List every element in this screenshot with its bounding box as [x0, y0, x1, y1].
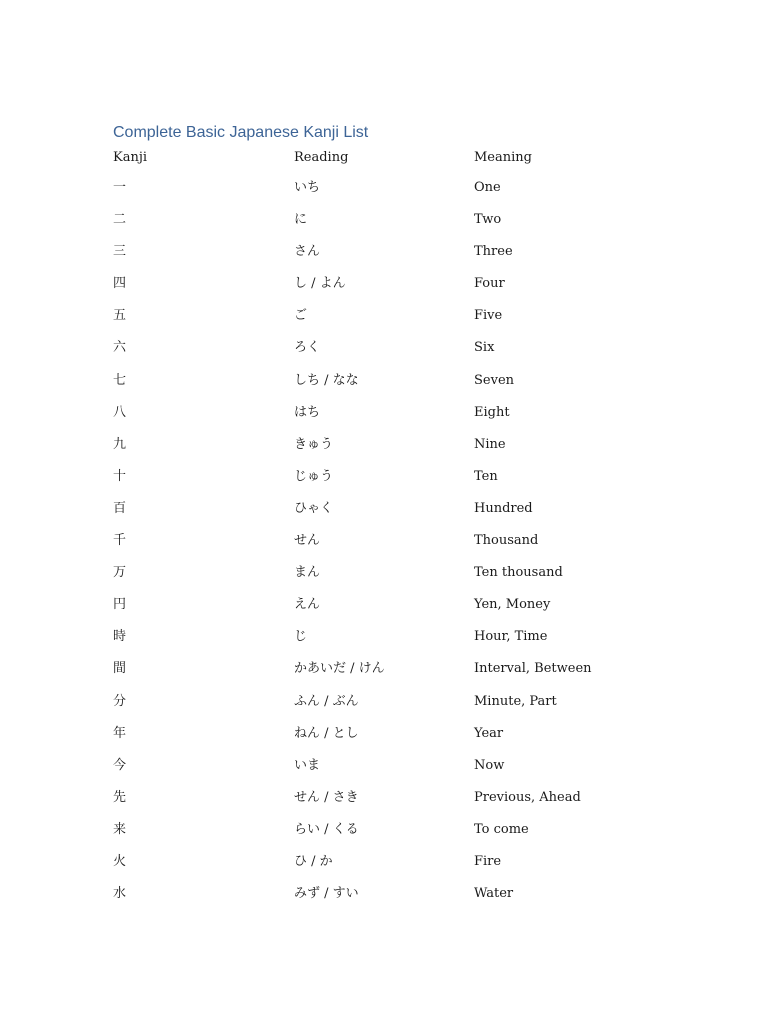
meaning-cell: Ten thousand	[474, 565, 563, 581]
table-row	[113, 401, 673, 433]
meaning-cell: Two	[474, 212, 502, 228]
kanji-cell: 火	[113, 853, 127, 869]
kanji-cell: 四	[113, 276, 127, 292]
kanji-cell: 分	[113, 693, 127, 709]
kanji-cell: 二	[113, 212, 127, 228]
kanji-cell: 九	[113, 436, 127, 452]
kanji-cell: 来	[113, 821, 127, 837]
meaning-cell: Four	[474, 276, 505, 292]
table-row	[113, 850, 673, 882]
reading-cell: かあいだ / けん	[294, 661, 385, 677]
table-row	[113, 465, 673, 497]
table-row	[113, 208, 673, 240]
reading-cell: しち / なな	[294, 372, 359, 388]
table-row	[113, 754, 673, 786]
table-row	[113, 561, 673, 593]
reading-cell: せん / さき	[294, 789, 359, 805]
table-row	[113, 240, 673, 272]
header-meaning: Meaning	[474, 150, 532, 165]
reading-cell: ひ / か	[294, 853, 333, 869]
kanji-cell: 千	[113, 533, 127, 549]
meaning-cell: Three	[474, 244, 513, 260]
kanji-cell: 五	[113, 308, 127, 324]
reading-cell: ろく	[294, 340, 321, 356]
reading-cell: ひゃく	[294, 500, 334, 516]
reading-cell: いま	[294, 757, 321, 773]
meaning-cell: Hour, Time	[474, 629, 548, 645]
reading-cell: きゅう	[294, 436, 334, 452]
table-row	[113, 722, 673, 754]
kanji-cell: 今	[113, 757, 127, 773]
kanji-cell: 間	[113, 661, 127, 677]
meaning-cell: Yen, Money	[474, 597, 551, 613]
reading-cell: せん	[294, 533, 321, 549]
meaning-cell: Interval, Between	[474, 661, 592, 677]
kanji-cell: 円	[113, 597, 127, 613]
reading-cell: ふん / ぶん	[294, 693, 359, 709]
meaning-cell: One	[474, 180, 501, 195]
table-row	[113, 882, 673, 914]
table-row	[113, 176, 673, 208]
table-row	[113, 625, 673, 657]
meaning-cell: Hundred	[474, 500, 533, 516]
table-row	[113, 593, 673, 625]
reading-cell: えん	[294, 597, 321, 613]
kanji-cell: 六	[113, 340, 127, 356]
meaning-cell: Nine	[474, 436, 506, 452]
reading-cell: じゅう	[294, 468, 334, 484]
meaning-cell: Ten	[474, 468, 498, 484]
meaning-cell: Seven	[474, 372, 515, 388]
kanji-cell: 水	[113, 886, 127, 902]
reading-cell: みず / すい	[294, 886, 359, 902]
table-row	[113, 272, 673, 304]
kanji-cell: 八	[113, 404, 127, 420]
reading-cell: ねん / とし	[294, 725, 359, 741]
meaning-cell: Now	[474, 757, 505, 773]
table-row	[113, 336, 673, 368]
meaning-cell: Water	[474, 886, 514, 902]
table-body	[113, 176, 673, 914]
header-kanji: Kanji	[113, 150, 148, 165]
reading-cell: さん	[294, 244, 321, 260]
document-title: Complete Basic Japanese Kanji List	[113, 124, 369, 141]
meaning-cell: Thousand	[474, 533, 539, 549]
reading-cell: じ	[294, 629, 308, 645]
meaning-cell: Year	[474, 725, 504, 741]
reading-cell: らい / くる	[294, 821, 359, 837]
table-header-row	[113, 146, 673, 176]
table-row	[113, 497, 673, 529]
kanji-cell: 三	[113, 244, 127, 260]
kanji-cell: 時	[113, 629, 127, 645]
header-reading: Reading	[294, 150, 349, 165]
kanji-cell: 百	[113, 500, 127, 516]
table-row	[113, 690, 673, 722]
table-row	[113, 369, 673, 401]
meaning-cell: To come	[474, 821, 529, 837]
reading-cell: し / よん	[294, 276, 346, 292]
meaning-cell: Five	[474, 308, 503, 324]
reading-cell: まん	[294, 565, 321, 581]
kanji-cell: 万	[113, 565, 127, 581]
reading-cell: に	[294, 212, 308, 228]
meaning-cell: Fire	[474, 853, 502, 869]
reading-cell: ご	[294, 308, 308, 324]
kanji-cell: 十	[113, 468, 127, 484]
reading-cell: いち	[294, 180, 321, 195]
kanji-cell: 先	[113, 789, 127, 805]
meaning-cell: Eight	[474, 404, 510, 420]
kanji-cell: 七	[113, 372, 127, 388]
reading-cell: はち	[294, 404, 321, 420]
table-row	[113, 529, 673, 561]
table-row	[113, 304, 673, 336]
table-row	[113, 433, 673, 465]
table-row	[113, 818, 673, 850]
table-row	[113, 657, 673, 689]
meaning-cell: Six	[474, 340, 495, 356]
kanji-cell: 一	[113, 180, 127, 195]
kanji-table	[113, 146, 673, 914]
table-row	[113, 786, 673, 818]
meaning-cell: Minute, Part	[474, 693, 557, 709]
meaning-cell: Previous, Ahead	[474, 789, 581, 805]
kanji-cell: 年	[113, 725, 127, 741]
